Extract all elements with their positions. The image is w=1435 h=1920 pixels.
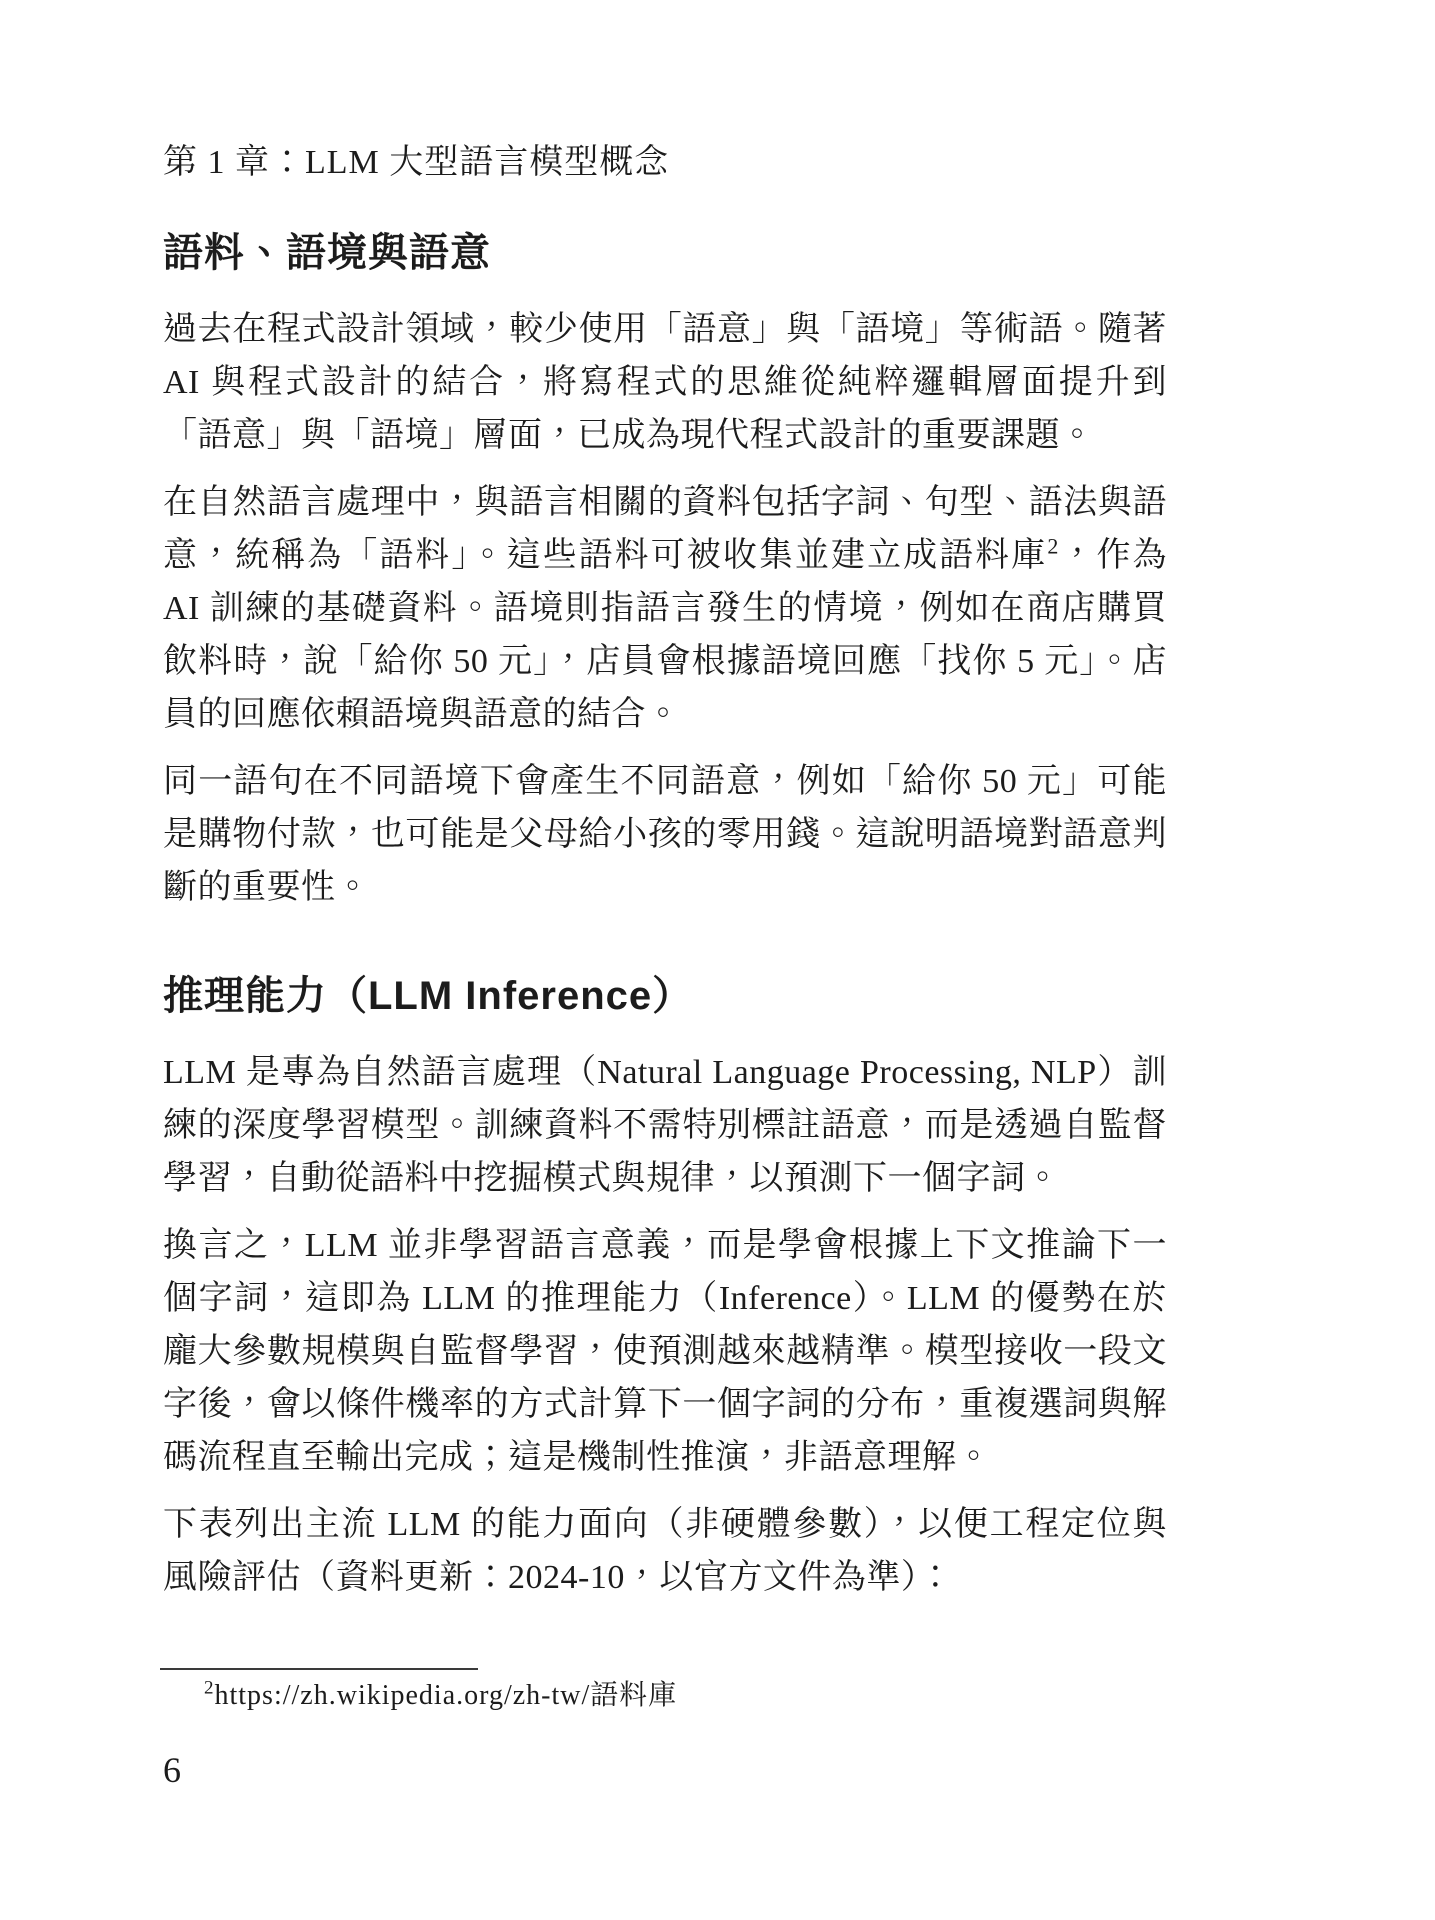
page-number: 6	[163, 1750, 181, 1790]
footnote-reference-marker: 2	[1047, 533, 1059, 559]
section-heading-llm-inference: 推理能力（LLM Inference）	[163, 974, 694, 1018]
paragraph-text-after-footnote: ，作為 AI 訓練的基礎資料。語境則指語言發生的情境，例如在商店購買飲料時，說「給你 50 元」，店員會根據語境回應「找你 5 元」。店員的回應依賴語境與語意的結合。	[163, 537, 1168, 733]
paragraph: 下表列出主流 LLM 的能力面向（非硬體參數），以便工程定位與風險評估（資料更新：2024-10，以官方文件為準）：	[163, 1506, 1167, 1596]
footnote-number: 2	[204, 1677, 215, 1699]
chapter-running-header: 第 1 章：LLM 大型語言模型概念	[163, 144, 670, 181]
footnote-url: https://zh.wikipedia.org/zh-tw/語料庫	[214, 1680, 678, 1711]
paragraph: 過去在程式設計領域，較少使用「語意」與「語境」等術語。隨著 AI 與程式設計的結合，將寫程式的思維從純粹邏輯層面提升到「語意」與「語境」層面，已成為現代程式設計的重要課題。	[163, 311, 1167, 454]
paragraph	[163, 476, 1167, 741]
section-heading-corpus-context-semantics: 語料、語境與語意	[163, 231, 491, 275]
paragraph: 換言之，LLM 並非學習語言意義，而是學會根據上下文推論下一個字詞，這即為 LLM 的推理能力（Inference）。LLM 的優勢在於龐大參數規模與自監督學習，使預測越來越精準。模型接收一段文字後，會以條件機率的方式計算下一個字詞的分布，重複選詞與解碼流程直至輸出完成；這是機制性推演，非語意理解。	[163, 1227, 1167, 1476]
footnote-area	[160, 1668, 1164, 1714]
paragraph: 同一語句在不同語境下會產生不同語意，例如「給你 50 元」可能是購物付款，也可能是父母給小孩的零用錢。這說明語境對語意判斷的重要性。	[163, 763, 1167, 906]
paragraph-text-before-footnote: 在自然語言處理中，與語言相關的資料包括字詞、句型、語法與語意，統稱為「語料」。這些語料可被收集並建立成語料庫	[163, 484, 1167, 574]
footnote	[160, 1678, 1164, 1714]
footnote-divider	[160, 1668, 478, 1670]
paragraph: LLM 是專為自然語言處理（Natural Language Processing, NLP）訓練的深度學習模型。訓練資料不需特別標註語意，而是透過自監督學習，自動從語料中挖掘模式與規律，以預測下一個字詞。	[163, 1054, 1167, 1197]
